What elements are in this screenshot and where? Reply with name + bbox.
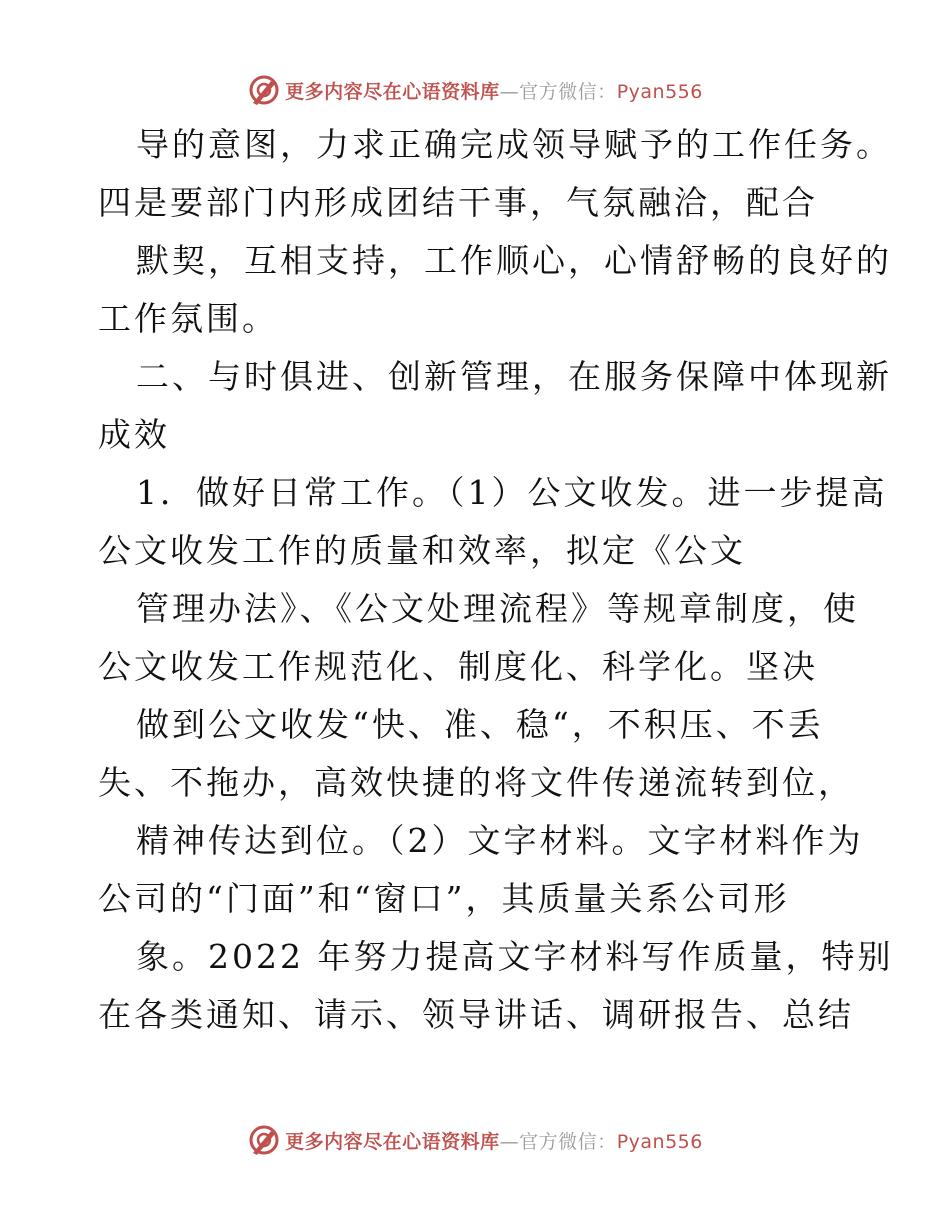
watermark-separator: —	[499, 1130, 520, 1153]
watermark-site: 更多内容尽在心语资料库	[285, 80, 500, 103]
watermark-footer	[0, 1120, 950, 1160]
text-line: 成效	[98, 415, 170, 454]
watermark-id: Pyan556	[616, 80, 703, 103]
text-line: 公司的“门面”和“窗口”，其质量关系公司形	[98, 879, 790, 918]
watermark-header	[0, 70, 950, 110]
text-line: 象。2022 年努力提高文字材料写作质量，特别	[136, 937, 894, 976]
watermark-label: 官方微信：	[519, 80, 617, 103]
text-line: 做到公文收发“快、准、稳“，不积压、不丢	[136, 705, 824, 744]
text-line: 二、与时俱进、创新管理，在服务保障中体现新	[136, 357, 892, 396]
text-line: 1．做好日常工作。（1）公文收发。进一步提高	[136, 473, 888, 512]
text-line: 四是要部门内形成团结干事，气氛融洽，配合	[98, 183, 818, 222]
watermark-id: Pyan556	[616, 1130, 703, 1153]
text-line: 在各类通知、请示、领导讲话、调研报告、总结	[98, 995, 854, 1034]
text-line: 失、不拖办，高效快捷的将文件传递流转到位，	[98, 763, 854, 802]
text-line: 公文收发工作的质量和效率，拟定《公文	[98, 531, 746, 570]
watermark-site: 更多内容尽在心语资料库	[285, 1130, 500, 1153]
text-line: 公文收发工作规范化、制度化、科学化。坚决	[98, 647, 818, 686]
pen-logo-icon	[247, 1123, 281, 1157]
text-line: 精神传达到位。（2）文字材料。文字材料作为	[136, 821, 864, 860]
text-line: 工作氛围。	[98, 299, 278, 338]
watermark-label: 官方微信：	[519, 1130, 617, 1153]
pen-logo-icon	[247, 73, 281, 107]
watermark-separator: —	[499, 80, 520, 103]
text-line: 管理办法》、《公文处理流程》等规章制度，使	[136, 589, 859, 628]
document-body	[98, 116, 898, 1044]
text-line: 默契，互相支持，工作顺心，心情舒畅的良好的	[136, 241, 892, 280]
text-line: 导的意图，力求正确完成领导赋予的工作任务。	[136, 125, 892, 164]
